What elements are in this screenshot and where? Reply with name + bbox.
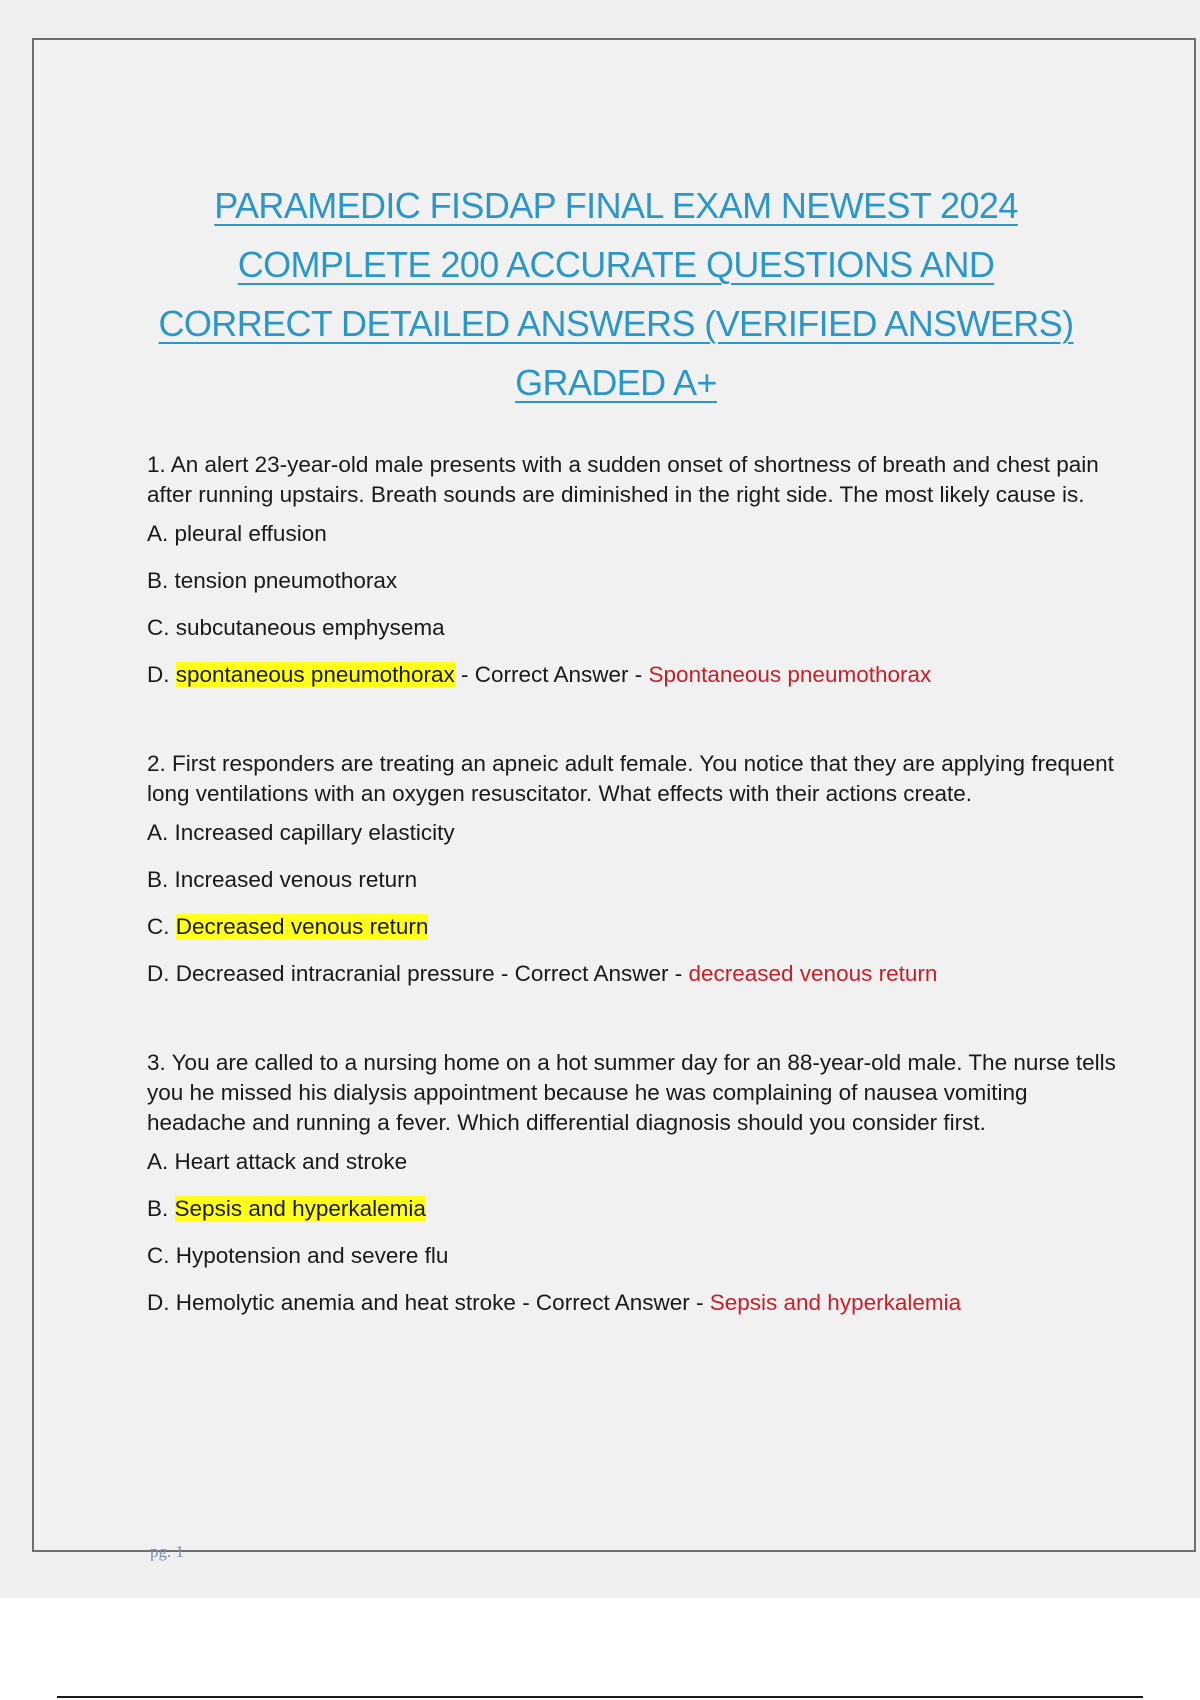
highlighted-option-text: Decreased venous return — [175, 914, 429, 939]
option-letter: B. — [147, 867, 169, 892]
question-stem: 1. An alert 23-year-old male presents with a sudden onset of shortness of breath and chest pain after running upstairs. Breath sounds are diminished in the right side. The most likely cause is. — [147, 452, 1099, 507]
correct-answer-text: Sepsis and hyperkalemia — [709, 1290, 962, 1315]
document-page — [32, 38, 1196, 1561]
option-text: subcutaneous emphysema — [175, 615, 445, 640]
option-text: pleural effusion — [174, 521, 327, 546]
question-stem: 3. You are called to a nursing home on a hot summer day for an 88-year-old male. The nurse tells you he missed his dialysis appointment because he was complaining of nausea vomiting headache and running a fever. Which differential diagnosis should you consider first. — [147, 1050, 1116, 1135]
option-letter: A. — [147, 521, 169, 546]
option-letter: D. — [147, 1290, 170, 1315]
option-text: Increased capillary elasticity — [174, 820, 455, 845]
option-letter: B. — [147, 1196, 169, 1221]
correct-answer-text: Spontaneous pneumothorax — [648, 662, 932, 687]
option-text: Heart attack and stroke — [174, 1149, 408, 1174]
option-letter: A. — [147, 1149, 169, 1174]
option-b — [147, 865, 1127, 895]
option-b — [147, 1194, 1127, 1224]
option-text: tension pneumothorax — [174, 568, 398, 593]
title-line-4: GRADED A+ — [515, 362, 717, 403]
option-letter: C. — [147, 1243, 170, 1268]
option-letter: A. — [147, 820, 169, 845]
option-d — [147, 1288, 1127, 1318]
title-line-1: PARAMEDIC FISDAP FINAL EXAM NEWEST 2024 — [214, 185, 1018, 226]
option-c — [147, 613, 1127, 643]
correct-answer-label: - Correct Answer - — [454, 662, 649, 687]
page-number: pg. 1 — [150, 1542, 184, 1561]
option-c — [147, 1241, 1127, 1271]
option-text: Increased venous return — [174, 867, 418, 892]
option-c — [147, 912, 1127, 942]
title-line-3: CORRECT DETAILED ANSWERS (VERIFIED ANSWERS) — [158, 303, 1074, 344]
option-b — [147, 566, 1127, 596]
next-page-divider — [57, 1696, 1143, 1698]
option-text: Decreased intracranial pressure — [175, 961, 495, 986]
option-letter: C. — [147, 914, 170, 939]
option-d — [147, 660, 1127, 690]
question-1 — [147, 450, 1127, 690]
option-a — [147, 818, 1127, 848]
option-letter: B. — [147, 568, 169, 593]
correct-answer-label: - Correct Answer - — [494, 961, 689, 986]
option-d — [147, 959, 1127, 989]
option-a — [147, 519, 1127, 549]
question-stem: 2. First responders are treating an apneic adult female. You notice that they are applying frequent long ventilations with an oxygen resuscitator. What effects with their actions create. — [147, 751, 1114, 806]
highlighted-option-text: Sepsis and hyperkalemia — [174, 1196, 426, 1221]
option-text: Hemolytic anemia and heat stroke — [175, 1290, 516, 1315]
option-text: Hypotension and severe flu — [175, 1243, 449, 1268]
question-list — [147, 450, 1127, 1335]
option-letter: D. — [147, 961, 170, 986]
question-2 — [147, 749, 1127, 989]
question-3 — [147, 1048, 1127, 1318]
document-title — [34, 176, 1198, 412]
option-letter: C. — [147, 615, 170, 640]
highlighted-option-text: spontaneous pneumothorax — [175, 662, 455, 687]
correct-answer-text: decreased venous return — [688, 961, 938, 986]
option-letter: D. — [147, 662, 170, 687]
correct-answer-label: - Correct Answer - — [515, 1290, 710, 1315]
title-line-2: COMPLETE 200 ACCURATE QUESTIONS AND — [237, 244, 995, 285]
option-a — [147, 1147, 1127, 1177]
